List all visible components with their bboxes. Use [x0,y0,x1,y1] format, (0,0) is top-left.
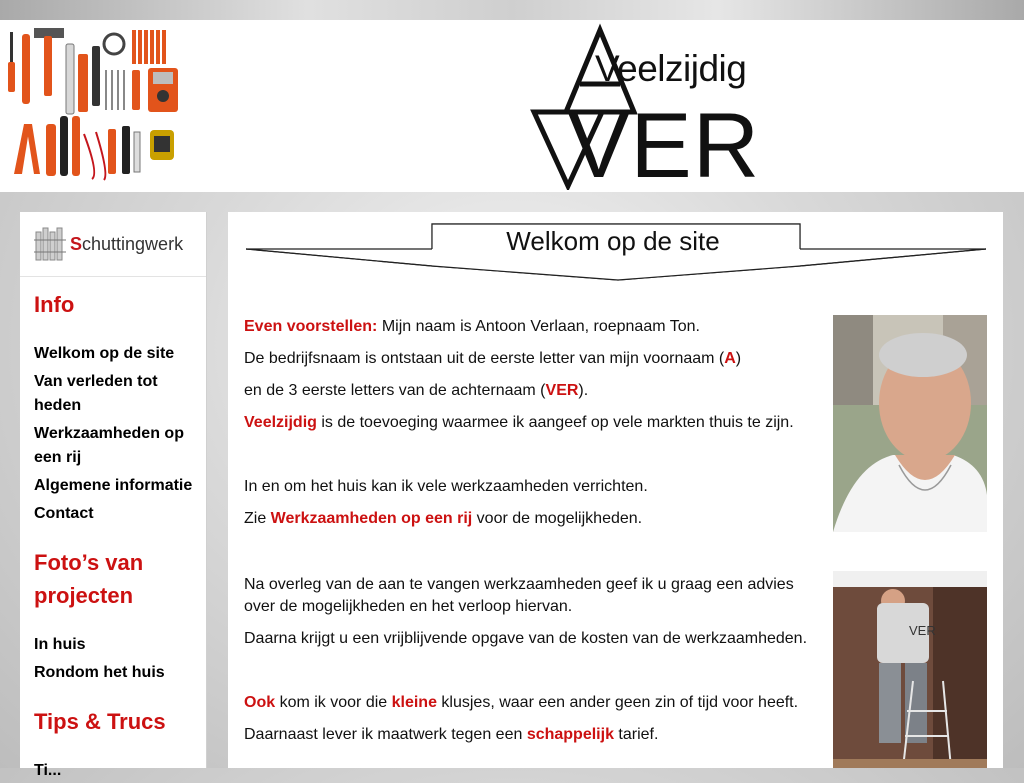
logo-title: VER [568,95,761,197]
nav-welkom[interactable]: Welkom op de site [34,345,175,362]
veelzijdig-line: Veelzijdig is de toevoeging waarmee ik aangeef op vele markten thuis te zijn. [244,414,794,431]
nav-contact[interactable]: Contact [34,505,94,522]
nav-van-verleden-tot-heden[interactable]: Van verleden tot heden [34,373,158,414]
maatwerk-line: Daarnaast lever ik maatwerk tegen een schappelijk tarief. [244,726,659,743]
see-work-line: Zie Werkzaamheden op een rij voor de mogelijkheden. [244,510,643,527]
werkzaamheden-link[interactable]: Werkzaamheden op een rij [270,510,473,527]
main-content [228,212,1003,768]
page-title: Welkom op de site [506,226,720,256]
intro-line: Even voorstellen: Mijn naam is Antoon Verlaan, roepnaam Ton. [244,318,700,335]
schuttingwerk-banner[interactable] [20,212,206,277]
nav-tips-item[interactable]: Ti... [34,762,62,779]
work-line: In en om het huis kan ik vele werkzaamheden verrichten. [244,478,648,495]
schuttingwerk-label: Schuttingwerk [70,234,184,254]
company-name-line: De bedrijfsnaam is ontstaan uit de eerste letter van mijn voornaam (A) [244,350,742,367]
site-header [0,20,1024,197]
worker-photo [833,571,987,768]
fence-icon [34,224,68,262]
shirt-logo: VER [909,623,936,638]
nav-werkzaamheden[interactable]: Werkzaamheden op een rij [34,425,184,466]
sidebar [20,212,207,779]
nav-in-huis[interactable]: In huis [34,636,86,653]
section-title-tips: Tips & Trucs [34,709,166,734]
portrait-photo [833,315,987,532]
nav-rondom-het-huis[interactable]: Rondom het huis [34,664,165,681]
logo-subtitle: Veelzijdig [595,48,747,89]
tools-image [4,24,184,184]
top-band [0,0,1024,20]
section-title-fotos: Foto’s van projecten [34,550,144,608]
quote-line: Daarna krijgt u een vrijblijvende opgave van de kosten van de werkzaamheden. [244,630,808,647]
small-jobs-line: Ook kom ik voor die kleine klusjes, waar een ander geen zin of tijd voor heeft. [244,694,799,711]
advice-paragraph: Na overleg van de aan te vangen werkzaamheden geef ik u graag een advies over de mogelijkheden en het verloop hiervan. [244,576,794,615]
surname-line: en de 3 eerste letters van de achternaam (VER). [244,382,589,399]
section-title-info: Info [34,292,75,317]
nav-algemene-informatie[interactable]: Algemene informatie [34,477,193,494]
